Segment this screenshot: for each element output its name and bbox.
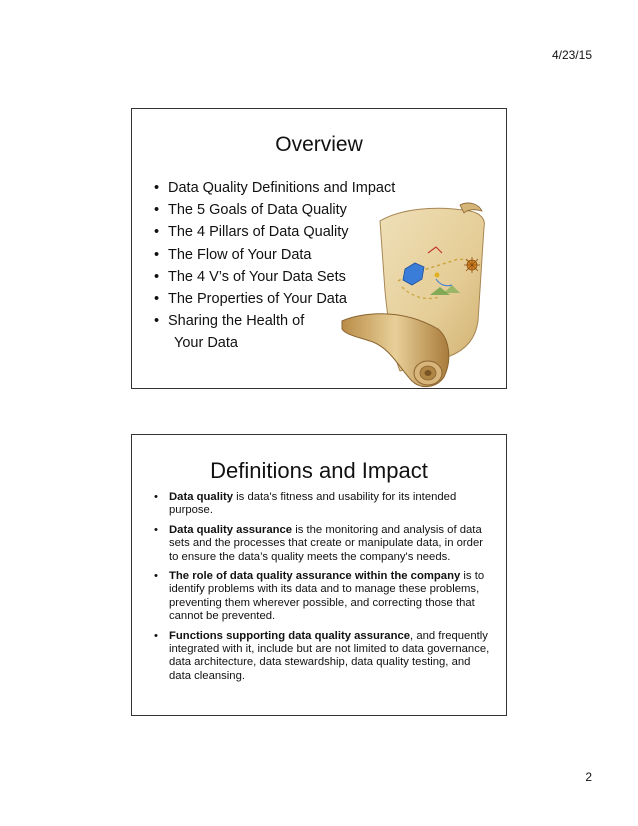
bullet-icon: • <box>154 313 160 330</box>
list-item-continuation: Your Data <box>174 335 238 352</box>
list-item: • Data Quality Definitions and Impact <box>154 177 395 199</box>
bullet-icon: • <box>154 202 160 219</box>
bullet-icon: • <box>154 523 158 536</box>
bullet-icon: • <box>154 491 158 503</box>
list-item: • The 5 Goals of Data Quality <box>154 199 395 221</box>
slide-title: Overview <box>275 133 363 156</box>
definitions-list <box>148 491 492 689</box>
list-item: • The Properties of Your Data <box>154 288 395 310</box>
bullet-icon: • <box>154 629 158 642</box>
list-item: • The Flow of Your Data <box>154 244 395 266</box>
bullet-icon: • <box>154 291 160 308</box>
bullet-icon: • <box>154 224 160 241</box>
bullet-icon: • <box>154 180 160 196</box>
slide-definitions <box>131 434 507 716</box>
page-number: 2 <box>585 770 592 784</box>
bullet-icon: • <box>154 570 158 583</box>
page-date: 4/23/15 <box>551 48 592 62</box>
slide-title: Definitions and Impact <box>210 458 428 483</box>
list-item: • The 4 V’s of Your Data Sets <box>154 266 395 288</box>
bullet-icon: • <box>154 246 160 263</box>
list-item: • The 4 Pillars of Data Quality <box>154 221 395 243</box>
list-item: • Data quality is data's fitness and usability for its intended purpose. <box>154 491 457 517</box>
list-item: • Functions supporting data quality assurance, and frequently integrated with it, include but are not limited to data governance, data architecture, data stewardship, data quality testing, and data cleansing. <box>154 629 490 682</box>
list-item: • The role of data quality assurance within the company is to identify problems with its data and to manage these problems, preventing them wherever possible, and correcting those that cannot be prevented. <box>154 570 485 623</box>
bullet-icon: • <box>154 268 160 285</box>
list-item: • Data quality assurance is the monitoring and analysis of data sets and the processes that create or manipulate data, in order to ensure the data’s quality meets the company's needs. <box>154 523 483 563</box>
overview-list <box>154 177 395 355</box>
slide-overview <box>131 108 507 389</box>
list-item: • Sharing the Health of <box>154 310 395 332</box>
